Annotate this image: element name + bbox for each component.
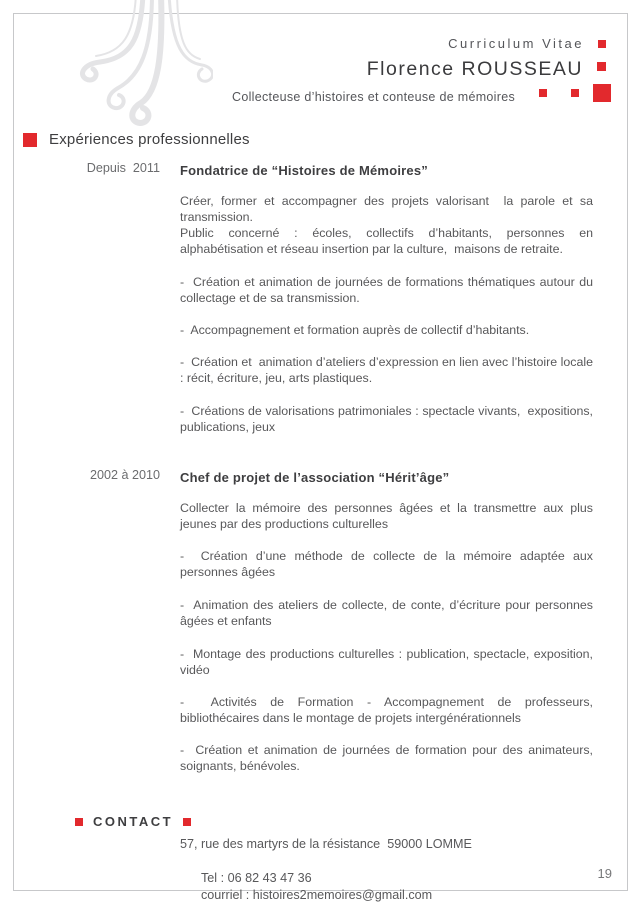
job-description — [180, 500, 597, 532]
job-bullet: - Activités de Formation - Accompagnement de professeurs, bibliothécaires dans le montage de projets intergénérationnels — [180, 695, 597, 725]
experiences-section-header — [23, 131, 250, 148]
person-name: Florence ROUSSEAU — [366, 58, 583, 80]
job-bullet: - Créations de valorisations patrimoniales : spectacle vivants, expositions, publications, jeux — [180, 404, 597, 434]
contact-phone: Tel : 06 82 43 47 36 — [201, 871, 312, 885]
job-title: Chef de projet de l’association “Hérit’âge” — [180, 470, 450, 485]
job-bullet: - Création et animation d’ateliers d’expression en lien avec l’histoire locale : récit, écriture, jeu, arts plastiques. — [180, 355, 597, 385]
red-square-icon — [597, 62, 606, 71]
job-period: 2002 à 2010 — [89, 468, 160, 482]
contact-address: 57, rue des martyrs de la résistance 59000 LOMME — [180, 837, 472, 851]
contact-details — [180, 836, 595, 921]
person-subtitle: Collecteuse d’histoires et conteuse de mémoires — [232, 90, 515, 104]
job-paragraph: Collecter la mémoire des personnes âgées et la transmettre aux plus jeunes par des productions culturelles — [180, 501, 597, 531]
job-bullet: - Accompagnement et formation auprès de collectif d’habitants. — [180, 323, 530, 337]
job-period: Depuis 2011 — [86, 161, 160, 175]
doc-type-label: Curriculum Vitae — [448, 36, 584, 51]
job-bullet: - Création d’une méthode de collecte de la mémoire adaptée aux personnes âgées — [180, 549, 597, 579]
doc-type-row — [448, 36, 611, 51]
job-bullet: - Création et animation de journées de formation pour des animateurs, soignants, bénévoles. — [180, 743, 597, 773]
job-entry-founder — [20, 160, 595, 435]
job-description — [180, 193, 597, 257]
subtitle-row — [232, 81, 611, 104]
contact-section — [75, 814, 595, 921]
red-square-icon — [598, 40, 606, 48]
section-title: Expériences professionnelles — [49, 131, 250, 148]
job-entry-project-lead — [20, 467, 595, 774]
job-paragraph: Créer, former et accompagner des projets valorisant la parole et sa transmission. — [180, 194, 597, 224]
red-square-icon — [183, 818, 191, 826]
job-bullet: - Création et animation de journées de formations thématiques autour du collectage et de sa transmission. — [180, 275, 597, 305]
contact-line — [180, 853, 595, 921]
job-title: Fondatrice de “Histoires de Mémoires” — [180, 163, 428, 178]
contact-label: CONTACT — [93, 814, 174, 829]
experiences-content — [20, 160, 595, 774]
job-body — [180, 160, 597, 435]
page-number: 19 — [597, 866, 612, 881]
red-square-icon — [571, 89, 579, 97]
job-body — [180, 467, 597, 774]
red-square-icon — [539, 89, 547, 97]
contact-email: courriel : histoires2memoires@gmail.com — [201, 888, 433, 902]
job-paragraph: Public concerné : écoles, collectifs d’habitants, personnes en alphabétisation et réseau insertion par la culture, maisons de retraite. — [180, 226, 597, 256]
red-square-icon — [23, 133, 37, 147]
red-square-icon — [75, 818, 83, 826]
cv-header — [232, 36, 611, 104]
job-bullet: - Montage des productions culturelles : publication, spectacle, exposition, vidéo — [180, 647, 597, 677]
job-bullet: - Animation des ateliers de collecte, de conte, d’écriture pour personnes âgées et enfants — [180, 598, 597, 628]
name-row — [367, 51, 611, 81]
red-square-large-icon — [593, 84, 611, 102]
contact-header — [75, 814, 595, 829]
